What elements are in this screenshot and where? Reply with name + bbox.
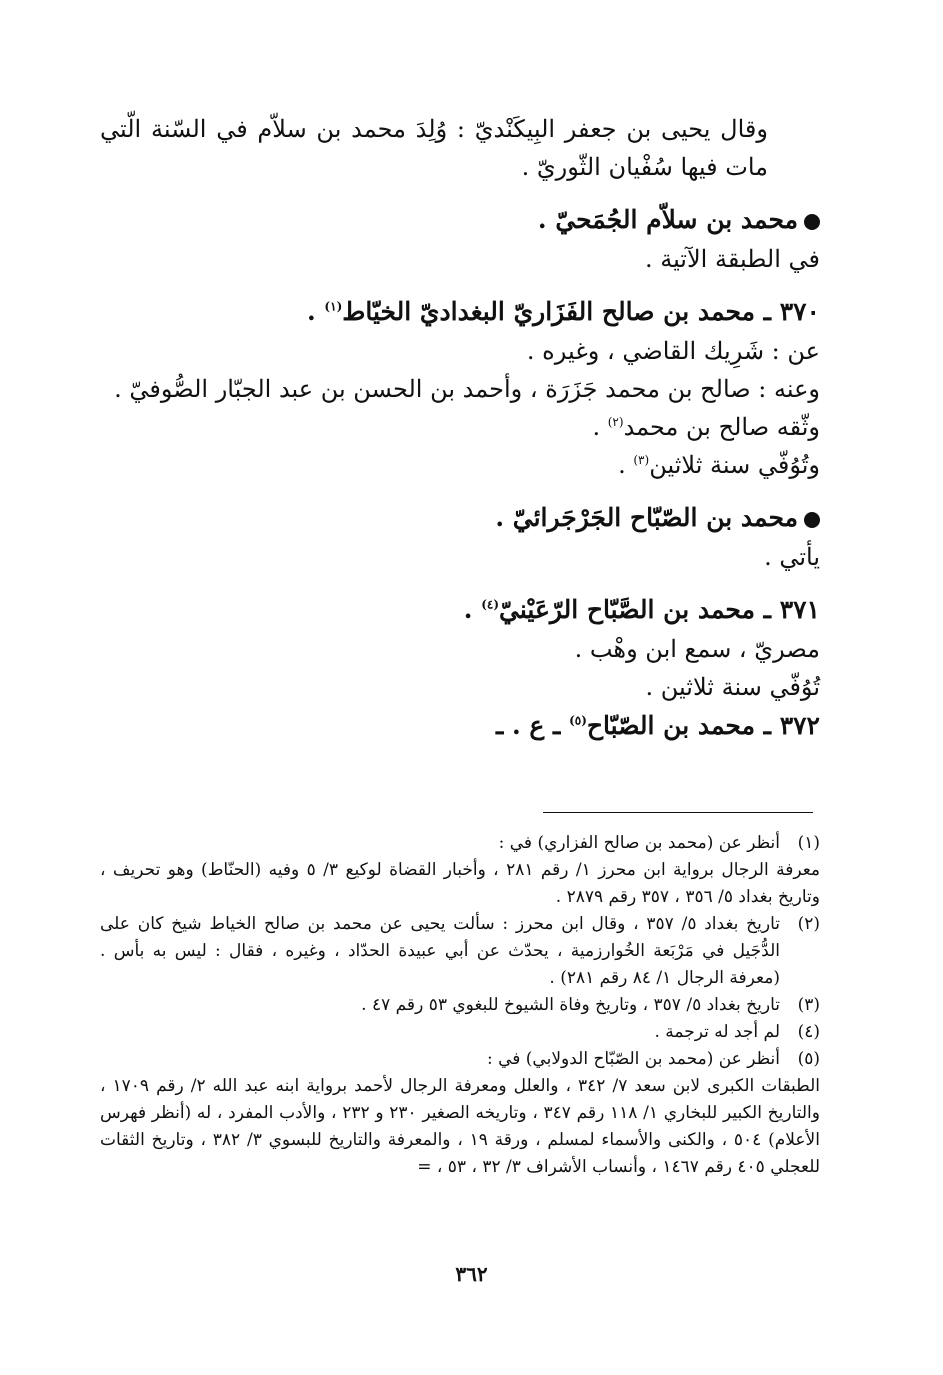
entry-370-title: ٣٧٠ ـ محمد بن صالح الفَزَاريّ البغداديّ الخيّاط$^{(١)}$ . — [307, 297, 820, 326]
footnote-divider — [543, 812, 813, 813]
entry-370-line: وثّقه صالح بن محمد$^{(٢)}$ . — [592, 413, 820, 441]
footnote-text: لم أجد له ترجمة . — [654, 1022, 780, 1042]
footnote-1 — [100, 830, 820, 857]
footnote-text: تاريخ بغداد ٥/ ٣٥٧ ، وتاريخ وفاة الشيوخ للبغوي ٥٣ رقم ٤٧ . — [361, 995, 780, 1015]
footnotes — [100, 830, 820, 1181]
entry-jumahi-title: محمد بن سلاّم الجُمَحيّ . — [100, 200, 820, 240]
footnote-number: (١) — [797, 833, 820, 853]
footnote-number: (٢) — [797, 914, 820, 934]
entry-372-title: ٣٧٢ ـ محمد بن الصّبّاح$^{(٥)}$ ـ ع . ـ — [496, 711, 820, 740]
footnote-ref-5: (٥) — [569, 713, 587, 728]
footnote-5 — [100, 1046, 820, 1073]
footnote-5-continuation: الطبقات الكبرى لابن سعد ٧/ ٣٤٢ ، والعلل ومعرفة الرجال لأحمد برواية ابنه عبد الله ٢/ رقم ١٧٠٩ ، والتاريخ الكبير للبخاري ١/ ١١٨ رقم ٣٤٧ ، وتاريخه الصغير ٢٣٠ و ٢٣٢ ، والأدب المفرد ، له (أنظر فهرس الأعلام) ٥٠٤ ، والكنى والأسماء لمسلم ، ورقة ١٩ ، والمعرفة والتاريخ للبسوي ٣/ ٣٨٢ ، وتاريخ الثقات للعجلي ٤٠٥ رقم ١٤٦٧ ، وأنساب الأشراف ٣/ ٣٢ ، ٥٣ ، = — [100, 1076, 821, 1177]
entry-371-line: تُوُفّي سنة ثلاثين . — [645, 673, 820, 701]
entry-370-line: عن : شَرِيك القاضي ، وغيره . — [526, 337, 820, 365]
intro-paragraph: وقال يحيى بن جعفر البِيكَنْديّ : وُلِدَ محمد بن سلاّم في السّنة الّتي مات فيها سُفْيان الثّوريّ . — [100, 115, 768, 181]
entry-370-line: وعنه : صالح بن محمد جَزَرَة ، وأحمد بن الحسن بن عبد الجبّار الصُّوفيّ . — [114, 375, 820, 403]
entry-371-line: مصريّ ، سمع ابن وهْب . — [574, 635, 820, 663]
footnote-ref-3: (٣) — [633, 453, 650, 467]
entry-370-line: وتُوُفّي سنة ثلاثين$^{(٣)}$ . — [618, 451, 820, 479]
entry-jarjarai-text: يأتي . — [764, 543, 820, 571]
entry-jarjarai-title: محمد بن الصّبّاح الجَرْجَرائيّ . — [100, 498, 820, 538]
footnote-3 — [100, 992, 820, 1019]
footnote-number: (٣) — [797, 995, 820, 1015]
footnote-text: أنظر عن (محمد بن الصّبّاح الدولابي) في : — [486, 1049, 780, 1069]
main-text — [100, 110, 820, 746]
footnote-ref-2: (٢) — [607, 415, 624, 429]
bullet-icon — [804, 214, 820, 230]
footnote-2 — [100, 911, 820, 992]
page-number: ٣٦٢ — [455, 1262, 488, 1286]
footnote-1-continuation: معرفة الرجال برواية ابن محرز ١/ رقم ٢٨١ ، وأخبار القضاة لوكيع ٣/ ٥ وفيه (الحنّاط) وهو تحريف ، وتاريخ بغداد ٥/ ٣٥٦ ، ٣٥٧ رقم ٢٨٧٩ . — [100, 860, 821, 907]
footnote-4 — [100, 1019, 820, 1046]
entry-371-title: ٣٧١ ـ محمد بن الصَّبّاح الرّعَيْنيّ$^{(٤)}$ . — [463, 595, 820, 624]
footnote-number: (٥) — [797, 1049, 820, 1069]
footnote-text: أنظر عن (محمد بن صالح الفزاري) في : — [498, 833, 780, 853]
footnote-text: تاريخ بغداد ٥/ ٣٥٧ ، وقال ابن محرز : سألت يحيى عن محمد بن صالح الخياط شيخ كان على الدُّجَيل في مَرْبَعة الخُوارزمية ، يحدّث عن أبي عبيدة الحدّاد ، وغيره ، فقال : ليس به بأس . (معرفة الرجال ١/ ٨٤ رقم ٢٨١) . — [100, 914, 780, 988]
footnote-ref-4: (٤) — [481, 597, 500, 612]
footnote-ref-1: (١) — [324, 299, 343, 314]
entry-jumahi-text: في الطبقة الآتية . — [644, 245, 820, 273]
footnote-number: (٤) — [797, 1022, 820, 1042]
bullet-icon — [804, 512, 820, 528]
